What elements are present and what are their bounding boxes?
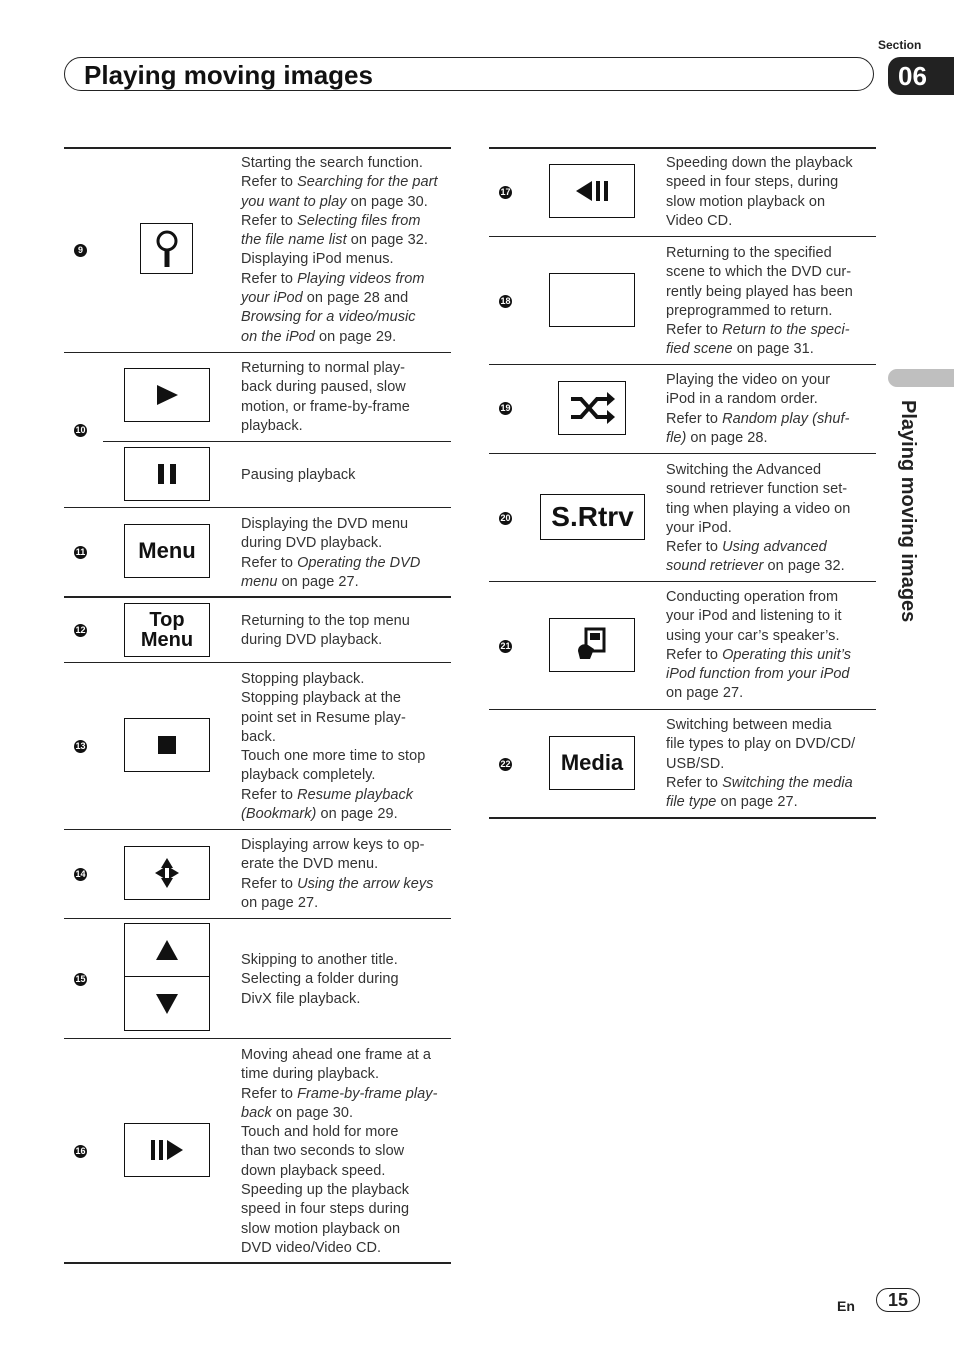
description-line: Selecting a folder during	[241, 971, 399, 988]
row-description	[241, 612, 410, 651]
side-tab-marker	[888, 369, 954, 387]
description-line: you want to play on page 30.	[241, 193, 428, 210]
row-description	[666, 716, 855, 812]
description-line: ting when playing a video on	[666, 500, 851, 517]
row-divider	[64, 507, 451, 508]
row-divider	[489, 581, 876, 582]
description-line: Displaying the DVD menu	[241, 516, 409, 532]
row-description	[666, 154, 853, 231]
ipod-control-icon	[549, 618, 635, 672]
description-line: playback completely.	[241, 767, 376, 784]
row-divider	[489, 364, 876, 365]
description-line: iPod function from your iPod	[666, 666, 850, 683]
row-description	[241, 836, 433, 913]
description-line: DVD video/Video CD.	[241, 1239, 382, 1256]
top-menu-button-icon: Top Menu	[124, 603, 210, 657]
row-description	[666, 371, 850, 448]
description-line: Stopping playback at the	[241, 690, 402, 707]
description-line: Displaying arrow keys to op-	[241, 837, 425, 853]
row-description	[666, 461, 850, 577]
page-title: Playing moving images	[84, 60, 373, 90]
description-line: Refer to Return to the speci-	[666, 322, 850, 339]
down-arrow-icon	[124, 976, 210, 1031]
description-line: slow motion playback on	[241, 1220, 401, 1237]
pause-icon	[124, 447, 210, 501]
description-line: on page 27.	[241, 894, 319, 911]
description-line: Video CD.	[666, 212, 733, 229]
description-line: Browsing for a video/music	[241, 309, 416, 326]
description-line: your iPod and listening to it	[666, 608, 842, 625]
row-number: 10	[75, 425, 86, 435]
side-tab-label: Playing moving images	[897, 400, 919, 623]
description-line: Switching the Advanced	[666, 462, 822, 478]
description-line: using your car’s speaker’s.	[666, 627, 840, 644]
description-line: your iPod.	[666, 519, 732, 536]
description-line: your iPod on page 28 and	[241, 290, 409, 307]
row-divider	[64, 1038, 451, 1039]
description-line: Starting the search function.	[241, 155, 423, 171]
row-description	[241, 670, 425, 824]
description-line: Touch and hold for more	[241, 1124, 399, 1141]
slow-reverse-icon	[549, 164, 635, 218]
row-number: 9	[74, 244, 87, 257]
row-description	[241, 515, 420, 592]
row-number: 18	[500, 296, 511, 306]
section-label: Section	[878, 38, 922, 52]
description-line: Pausing playback	[241, 467, 356, 483]
description-line: during DVD playback.	[241, 632, 383, 649]
description-line: erate the DVD menu.	[241, 856, 379, 873]
description-line: rently being played has been	[666, 283, 853, 300]
row-divider	[489, 236, 876, 237]
description-line: fle) on page 28.	[666, 429, 768, 446]
menu-button-icon: Menu	[124, 524, 210, 578]
description-line: scene to which the DVD cur-	[666, 264, 852, 281]
description-line: point set in Resume play-	[241, 709, 406, 726]
description-line: Refer to Frame-by-frame play-	[241, 1085, 438, 1102]
row-number: 14	[75, 869, 86, 879]
description-line: slow motion playback on	[666, 193, 826, 210]
description-line: Refer to Random play (shuf-	[666, 410, 850, 427]
language-label: En	[837, 1298, 855, 1314]
description-line: speed in four steps during	[241, 1201, 410, 1218]
s-rtrv-button-icon: S.Rtrv	[540, 494, 645, 540]
description-line: time during playback.	[241, 1066, 380, 1083]
description-line: Refer to Switching the media	[666, 774, 853, 791]
page-number: 15	[876, 1288, 920, 1312]
row-description	[666, 588, 851, 704]
table-top-rule	[489, 147, 876, 149]
row-number: 12	[75, 625, 86, 635]
description-line: back during paused, slow	[241, 379, 406, 396]
description-line: speed in four steps, during	[666, 174, 839, 191]
row-divider	[489, 453, 876, 454]
description-line: fied scene on page 31.	[666, 341, 814, 358]
description-line: Refer to Playing videos from	[241, 270, 425, 287]
description-line: playback.	[241, 417, 303, 434]
description-line: (Bookmark) on page 29.	[241, 806, 398, 823]
stop-icon	[124, 718, 210, 772]
row-number: 17	[500, 187, 511, 197]
description-line: Stopping playback.	[241, 671, 365, 687]
arrow-keys-icon	[124, 846, 210, 900]
description-line: USB/SD.	[666, 755, 725, 772]
row-number: 11	[75, 547, 86, 557]
row-divider	[489, 709, 876, 710]
description-line: Returning to the specified	[666, 245, 832, 261]
media-button-icon: Media	[549, 736, 635, 790]
description-line: on the iPod on page 29.	[241, 328, 397, 345]
description-line: down playback speed.	[241, 1162, 386, 1179]
description-line: file types to play on DVD/CD/	[666, 736, 856, 753]
description-line: Displaying iPod menus.	[241, 251, 394, 268]
description-line: Refer to Resume playback	[241, 786, 414, 803]
frame-advance-icon	[124, 1123, 210, 1177]
row-divider	[64, 918, 451, 919]
description-line: Refer to Operating the DVD	[241, 554, 421, 571]
row-description	[666, 244, 853, 360]
row-description	[241, 154, 438, 347]
description-line: Speeding up the playback	[241, 1182, 410, 1199]
row-divider	[64, 829, 451, 830]
row-number: 16	[75, 1146, 86, 1156]
description-line: on page 27.	[666, 685, 744, 702]
shuffle-icon	[558, 381, 626, 435]
row-number: 15	[75, 974, 86, 984]
row-number: 13	[75, 741, 86, 751]
description-line: sound retriever function set-	[666, 481, 848, 498]
description-line: Speeding down the playback	[666, 155, 853, 171]
table-top-rule	[64, 147, 451, 149]
search-magnifier-icon	[140, 223, 193, 274]
row-number: 21	[500, 641, 511, 651]
description-line: Conducting operation from	[666, 589, 839, 605]
description-line: Refer to Using the arrow keys	[241, 875, 434, 892]
description-line: Switching between media	[666, 717, 832, 733]
row-divider	[64, 596, 451, 598]
row-description	[241, 951, 399, 1009]
description-line: during DVD playback.	[241, 535, 383, 552]
description-line: menu on page 27.	[241, 573, 359, 590]
description-line: back on page 30.	[241, 1104, 354, 1121]
description-line: DivX file playback.	[241, 990, 361, 1007]
up-arrow-icon	[124, 923, 210, 977]
row-number: 19	[500, 403, 511, 413]
description-line: sound retriever on page 32.	[666, 558, 845, 575]
table-bottom-rule	[64, 1262, 451, 1264]
description-line: Skipping to another title.	[241, 952, 398, 968]
description-line: back.	[241, 728, 276, 745]
section-number-badge: 06	[888, 57, 954, 95]
row-divider	[103, 441, 451, 442]
description-line: Touch one more time to stop	[241, 748, 426, 765]
description-line: Playing the video on your	[666, 372, 831, 388]
description-line: Refer to Operating this unit’s	[666, 646, 851, 663]
description-line: the file name list on page 32.	[241, 232, 428, 249]
row-number: 22	[500, 759, 511, 769]
description-line: Refer to Searching for the part	[241, 174, 438, 191]
row-description	[241, 1046, 437, 1258]
play-icon	[124, 368, 210, 422]
description-line: motion, or frame-by-frame	[241, 398, 410, 415]
description-line: Returning to normal play-	[241, 360, 406, 376]
description-line: file type on page 27.	[666, 794, 798, 811]
description-line: preprogrammed to return.	[666, 302, 833, 319]
table-bottom-rule	[489, 817, 876, 819]
description-line: Moving ahead one frame at a	[241, 1047, 431, 1063]
row-divider	[64, 662, 451, 663]
row-divider	[64, 352, 451, 353]
description-line: Refer to Selecting files from	[241, 212, 421, 229]
return-scene-icon	[549, 273, 635, 327]
description-line: than two seconds to slow	[241, 1143, 405, 1160]
row-description	[241, 466, 355, 485]
description-line: Returning to the top menu	[241, 613, 410, 629]
row-description	[241, 359, 410, 436]
description-line: Refer to Using advanced	[666, 539, 827, 556]
description-line: iPod in a random order.	[666, 391, 818, 408]
row-number: 20	[500, 513, 511, 523]
